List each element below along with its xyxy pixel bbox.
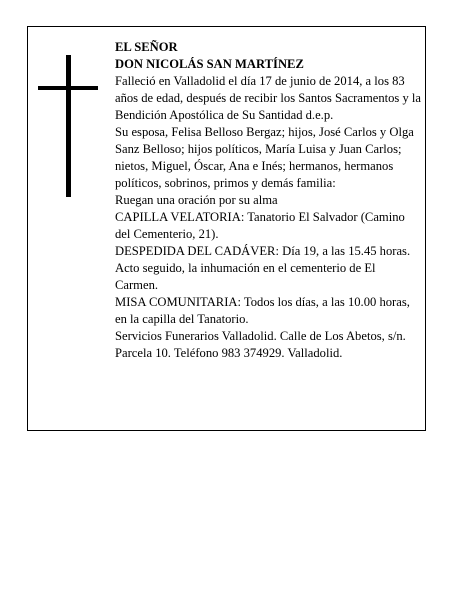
chapel-info: CAPILLA VELATORIA: Tanatorio El Salvador (Camino del Cementerio, 21). (115, 210, 405, 241)
cross-horizontal-bar (38, 86, 98, 90)
funeral-services-info: Servicios Funerarios Valladolid. Calle de Los Abetos, s/n. Parcela 10. Teléfono 983 374929. Valladolid. (115, 329, 406, 360)
latin-cross-icon (38, 55, 98, 197)
mass-info: MISA COMUNITARIA: Todos los días, a las 10.00 horas, en la capilla del Tanatorio. (115, 295, 410, 326)
heading-title: EL SEÑOR (115, 40, 178, 54)
death-announcement: Falleció en Valladolid el día 17 de junio de 2014, a los 83 años de edad, después de recibir los Santos Sacramentos y la Bendición Apostólica de Su Santidad d.e.p. (115, 74, 422, 122)
obituary-notice (27, 26, 426, 431)
deceased-name: DON NICOLÁS SAN MARTÍNEZ (115, 57, 304, 71)
farewell-info: DESPEDIDA DEL CADÁVER: Día 19, a las 15.45 horas. Acto seguido, la inhumación en el cementerio de El Carmen. (115, 244, 411, 292)
family-list: Su esposa, Felisa Belloso Bergaz; hijos, José Carlos y Olga Sanz Belloso; hijos políticos, María Luisa y Juan Carlos; nietos, Miguel, Óscar, Ana e Inés; hermanos, hermanos políticos, sobrinos, primos y demás familia: (115, 125, 414, 190)
cross-vertical-bar (66, 55, 71, 197)
prayer-request: Ruegan una oración por su alma (115, 193, 278, 207)
obituary-text (115, 39, 421, 362)
